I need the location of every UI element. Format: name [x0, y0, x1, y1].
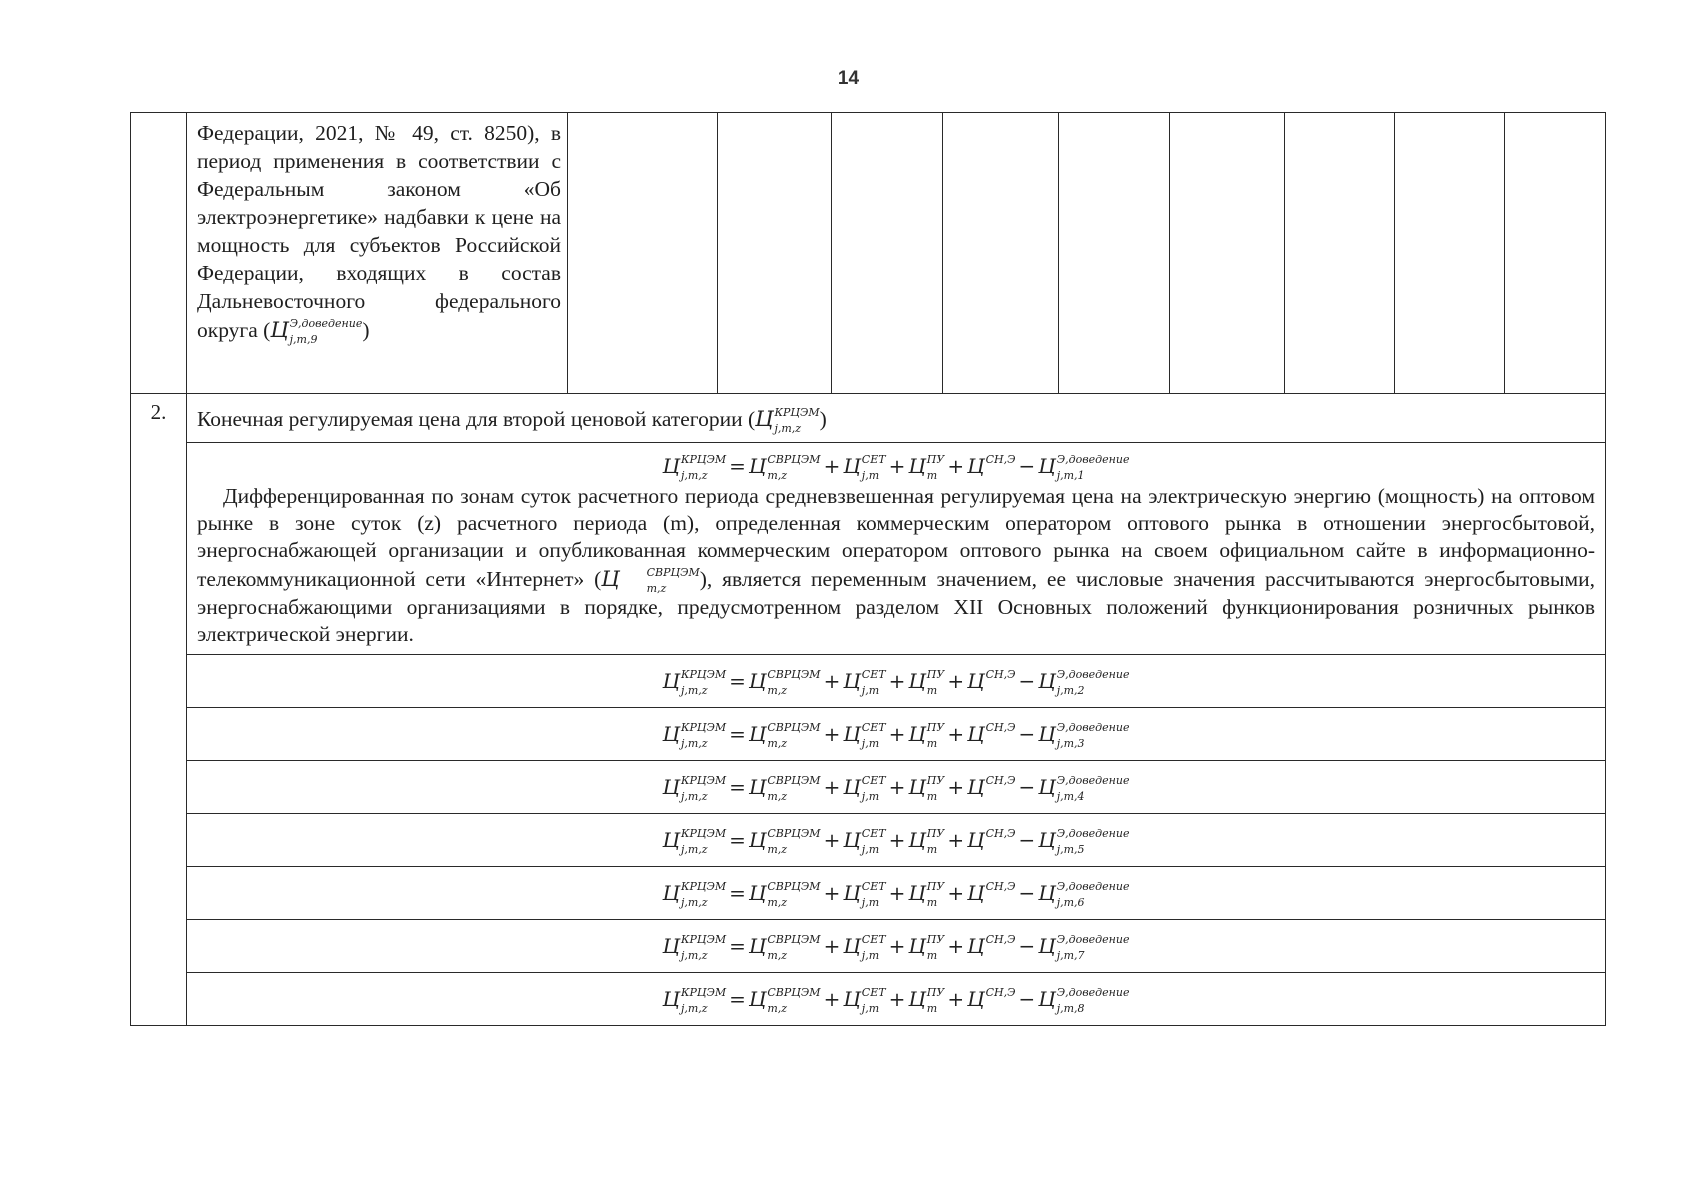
formula-operator: = — [729, 669, 746, 693]
formula-term-sn: Ц СН,Э — [967, 773, 1016, 799]
formula-operator: + — [888, 669, 906, 693]
table-row — [131, 867, 1606, 920]
page-number: 14 — [837, 68, 860, 89]
formula-term-sn: Ц СН,Э — [967, 932, 1016, 958]
formula-operator: = — [729, 934, 746, 958]
formula-operator: + — [888, 454, 906, 478]
formula-lhs: Ц КРЦЭМ j,m,z — [662, 879, 727, 909]
description-paragraph: Дифференцированная по зонам суток расчетного периода средневзвешенная регулируемая цена на электрическую энергию (мощность) на оптовом рынке в зоне суток (z) расчетного периода (m), определенная коммерческим оператором оптового рынка в отношении энергосбытовой, энергоснабжающей организации и опубликованная коммерческим оператором оптового рынка на своем официальном сайте в информационно-телекоммуникационной сети «Интернет» (Ц СВРЦЭМ m,z ), является переменным значением, ее числовые значения рассчитываются энергосбытовыми, энергоснабжающими организациями в порядке, предусмотренном разделом XII Основных положений функционирования розничных рынков электрической энергии. — [197, 484, 1595, 646]
formula-term-svrcem: Ц СВРЦЭМ m,z — [748, 985, 821, 1015]
formula-term-svrcem: Ц СВРЦЭМ m,z — [748, 452, 821, 482]
section-title-text: Конечная регулируемая цена для второй ценовой категории ( — [197, 407, 756, 431]
formula-term-pu: Ц ПУ m — [908, 720, 945, 750]
formula-operator: = — [729, 775, 746, 799]
formula-lhs: Ц КРЦЭМ j,m,z — [662, 773, 727, 803]
formula-term-pu: Ц ПУ m — [908, 932, 945, 962]
formula-operator: = — [729, 722, 746, 746]
formula-term-set: Ц СЕТ j,m — [843, 826, 886, 856]
formula-term-svrcem: Ц СВРЦЭМ m,z — [748, 932, 821, 962]
value-cell — [943, 113, 1059, 394]
formula-term-set: Ц СЕТ j,m — [843, 720, 886, 750]
formula-operator: − — [1018, 722, 1036, 746]
formula-operator: − — [1018, 775, 1036, 799]
formula-operator: − — [1018, 881, 1036, 905]
formula-term-set: Ц СЕТ j,m — [843, 452, 886, 482]
formula-term-dovedenie: Ц Э,доведение j,m,1 — [1038, 452, 1130, 482]
formula-term-pu: Ц ПУ m — [908, 667, 945, 697]
formula-lhs: Ц КРЦЭМ j,m,z — [662, 985, 727, 1015]
formula-term-set: Ц СЕТ j,m — [843, 932, 886, 962]
row-number-cell: 2. — [131, 394, 187, 1026]
formula-lhs: Ц КРЦЭМ j,m,z — [662, 452, 727, 482]
row-name-cell — [187, 113, 568, 394]
formula-operator: = — [729, 828, 746, 852]
formula-operator: + — [947, 934, 965, 958]
value-cell — [1170, 113, 1285, 394]
formula-lhs: Ц КРЦЭМ j,m,z — [662, 720, 727, 750]
formula-cell — [187, 920, 1606, 973]
formula-term-pu: Ц ПУ m — [908, 985, 945, 1015]
formula-lhs: Ц КРЦЭМ j,m,z — [662, 932, 727, 962]
formula — [187, 825, 1605, 855]
formula-term-sn: Ц СН,Э — [967, 452, 1016, 478]
row-name-close: ) — [362, 318, 370, 342]
formula-operator: + — [888, 722, 906, 746]
table-row — [131, 761, 1606, 814]
formula-operator: + — [947, 987, 965, 1011]
formula-lhs: Ц КРЦЭМ j,m,z — [662, 667, 727, 697]
value-cell — [1285, 113, 1395, 394]
formula-lhs: Ц КРЦЭМ j,m,z — [662, 826, 727, 856]
formula-term-dovedenie: Ц Э,доведение j,m,3 — [1038, 720, 1130, 750]
formula-operator: + — [947, 881, 965, 905]
formula-operator: + — [823, 775, 841, 799]
formula-cell — [187, 814, 1606, 867]
formula-operator: + — [947, 722, 965, 746]
formula-operator: = — [729, 987, 746, 1011]
formula-operator: − — [1018, 934, 1036, 958]
formula-operator: + — [823, 828, 841, 852]
formula-term-dovedenie: Ц Э,доведение j,m,2 — [1038, 667, 1130, 697]
formula-term-svrcem: Ц СВРЦЭМ m,z — [748, 667, 821, 697]
formula-operator: + — [947, 775, 965, 799]
formula — [187, 984, 1605, 1014]
value-cell — [832, 113, 943, 394]
table-row — [131, 655, 1606, 708]
formula-operator: + — [823, 722, 841, 746]
formula-term-dovedenie: Ц Э,доведение j,m,6 — [1038, 879, 1130, 909]
formula-term-pu: Ц ПУ m — [908, 879, 945, 909]
formula-cell — [187, 867, 1606, 920]
formula-operator: + — [823, 934, 841, 958]
formula-cell — [187, 708, 1606, 761]
formula-operator: + — [947, 828, 965, 852]
formula-description-cell — [187, 443, 1606, 655]
value-cell — [718, 113, 832, 394]
formula-term-pu: Ц ПУ m — [908, 452, 945, 482]
formula-cell — [187, 973, 1606, 1026]
formula-operator: − — [1018, 987, 1036, 1011]
section-title-symbol: Ц КРЦЭМ j,m,z — [755, 405, 820, 435]
table-row — [131, 973, 1606, 1026]
formula-term-svrcem: Ц СВРЦЭМ m,z — [748, 826, 821, 856]
formula-term-sn: Ц СН,Э — [967, 879, 1016, 905]
formula-operator: − — [1018, 828, 1036, 852]
row-name-symbol: Ц Э,доведение j,m,9 — [270, 316, 363, 346]
formula-operator: = — [729, 881, 746, 905]
section-title-close: ) — [819, 407, 827, 431]
formula — [197, 451, 1595, 481]
formula-term-sn: Ц СН,Э — [967, 826, 1016, 852]
table-row — [131, 113, 1606, 394]
formula-term-set: Ц СЕТ j,m — [843, 879, 886, 909]
formula-operator: = — [729, 454, 746, 478]
formula — [187, 719, 1605, 749]
formula-operator: + — [888, 987, 906, 1011]
formula-operator: + — [823, 987, 841, 1011]
formula-operator: + — [888, 775, 906, 799]
formula-cell — [187, 761, 1606, 814]
formula-operator: + — [947, 454, 965, 478]
formula-operator: + — [947, 669, 965, 693]
formula-operator: + — [888, 934, 906, 958]
formula-term-dovedenie: Ц Э,доведение j,m,7 — [1038, 932, 1130, 962]
table-row — [131, 920, 1606, 973]
value-cell — [1395, 113, 1505, 394]
row-name-text: Федерации, 2021, № 49, ст. 8250), в период применения в соответствии с Федеральным законом «Об электроэнергетике» надбавки к цене на мощность для субъектов Российской Федерации, входящих в состав Дальневосточного федерального округа ( — [197, 121, 561, 342]
formula-term-svrcem: Ц СВРЦЭМ m,z — [748, 773, 821, 803]
formula-term-dovedenie: Ц Э,доведение j,m,4 — [1038, 773, 1130, 803]
formula — [187, 666, 1605, 696]
formula — [187, 772, 1605, 802]
formula-operator: + — [888, 881, 906, 905]
formula-operator: + — [888, 828, 906, 852]
formula-term-pu: Ц ПУ m — [908, 773, 945, 803]
formula-term-dovedenie: Ц Э,доведение j,m,8 — [1038, 985, 1130, 1015]
value-cell — [1059, 113, 1170, 394]
formula-term-sn: Ц СН,Э — [967, 667, 1016, 693]
formula-term-dovedenie: Ц Э,доведение j,m,5 — [1038, 826, 1130, 856]
formula-operator: + — [823, 669, 841, 693]
formula — [187, 878, 1605, 908]
section-title-cell — [187, 394, 1606, 443]
formula-term-sn: Ц СН,Э — [967, 720, 1016, 746]
formula-term-pu: Ц ПУ m — [908, 826, 945, 856]
formula-operator: + — [823, 881, 841, 905]
row-number-cell — [131, 113, 187, 394]
formula-cell — [187, 655, 1606, 708]
table-row — [131, 708, 1606, 761]
formula-term-set: Ц СЕТ j,m — [843, 773, 886, 803]
value-cell — [568, 113, 718, 394]
table-row — [131, 443, 1606, 655]
formula-term-set: Ц СЕТ j,m — [843, 985, 886, 1015]
formula-term-sn: Ц СН,Э — [967, 985, 1016, 1011]
table-row — [131, 814, 1606, 867]
formula-term-svrcem: Ц СВРЦЭМ m,z — [748, 720, 821, 750]
description-symbol: Ц СВРЦЭМ m,z — [601, 565, 700, 595]
formula-operator: − — [1018, 454, 1036, 478]
value-cell — [1505, 113, 1606, 394]
formula-term-set: Ц СЕТ j,m — [843, 667, 886, 697]
formula-operator: − — [1018, 669, 1036, 693]
tariff-table — [130, 112, 1606, 1026]
formula — [187, 931, 1605, 961]
table-row — [131, 394, 1606, 443]
formula-term-svrcem: Ц СВРЦЭМ m,z — [748, 879, 821, 909]
formula-operator: + — [823, 454, 841, 478]
